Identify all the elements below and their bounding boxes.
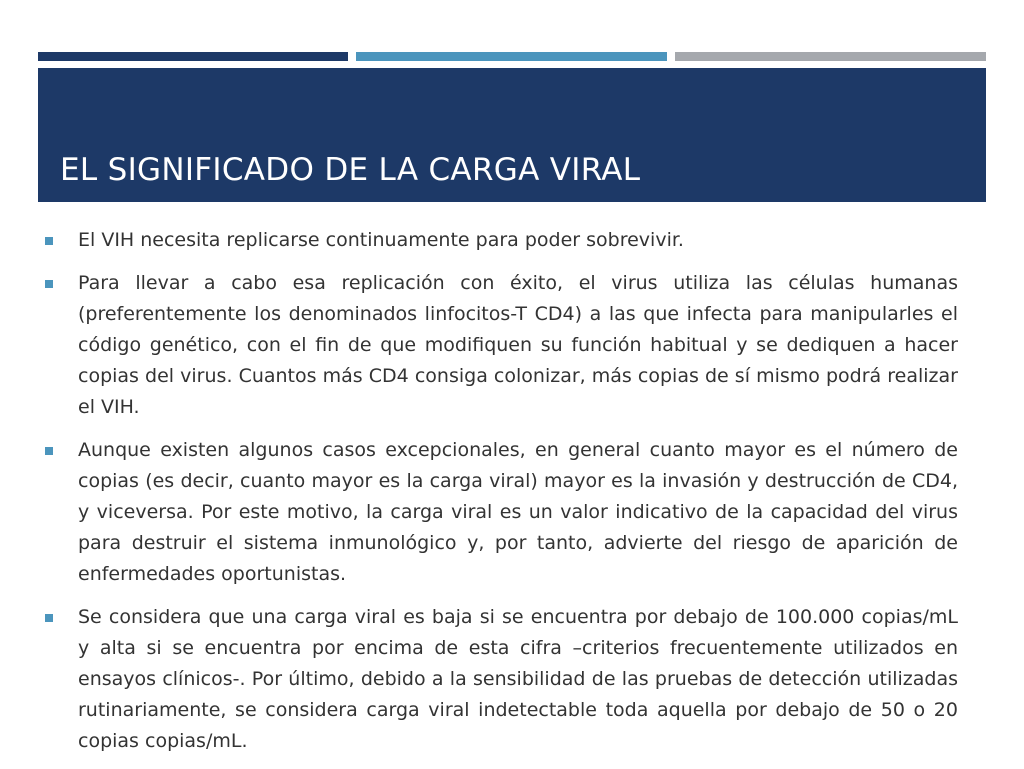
bullet-item — [44, 225, 958, 256]
bullet-item — [44, 268, 958, 423]
bullet-item — [44, 602, 958, 757]
bullet-text: El VIH necesita replicarse continuamente para poder sobrevivir. — [78, 229, 684, 251]
accent-bar-gray — [675, 52, 986, 61]
accent-bar-light-blue — [356, 52, 667, 61]
slide-content — [44, 225, 958, 769]
bullet-list — [44, 225, 958, 757]
bullet-text: Para llevar a cabo esa replicación con éxito, el virus utiliza las células humanas (preferentemente los denominados linfocitos-T CD4) a las que infecta para manipularles el código genético, con el fin de que modifiquen su función habitual y se dediquen a hacer copias del virus. Cuantos más CD4 consiga colonizar, más copias de sí mismo podrá realizar el VIH. — [78, 272, 958, 418]
bullet-item — [44, 435, 958, 590]
accent-bar-dark-blue — [38, 52, 348, 61]
square-bullet-icon — [45, 447, 53, 455]
bullet-text: Se considera que una carga viral es baja si se encuentra por debajo de 100.000 copias/mL y alta si se encuentra por encima de esta cifra –criterios frecuentemente utilizados en ensayos clínicos-. Por último, debido a la sensibilidad de las pruebas de detección utilizadas rutinariamente, se considera carga viral indetectable toda aquella por debajo de 50 o 20 copias copias/mL. — [78, 606, 958, 752]
square-bullet-icon — [45, 237, 53, 245]
title-band — [38, 68, 986, 202]
square-bullet-icon — [45, 614, 53, 622]
bullet-text: Aunque existen algunos casos excepcionales, en general cuanto mayor es el número de copias (es decir, cuanto mayor es la carga viral) mayor es la invasión y destrucción de CD4, y viceversa. Por este motivo, la carga viral es un valor indicativo de la capacidad del virus para destruir el sistema inmunológico y, por tanto, advierte del riesgo de aparición de enfermedades oportunistas. — [78, 439, 958, 585]
slide-title: EL SIGNIFICADO DE LA CARGA VIRAL — [60, 152, 641, 188]
square-bullet-icon — [45, 280, 53, 288]
